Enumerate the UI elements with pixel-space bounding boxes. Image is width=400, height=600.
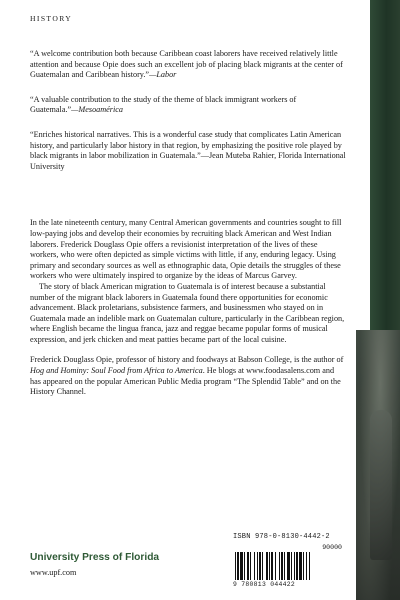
publisher-name: University Press of Florida — [30, 552, 160, 563]
publisher-website: www.upf.com — [30, 568, 77, 577]
price-code: 90000 — [322, 544, 342, 551]
bio-text: . He blogs at www.foodasalens.com and has appeared on the popular American Public Media program “The Splendid Table” and on the History Channel. — [30, 366, 341, 397]
bio-text: Frederick Douglass Opie, professor of history and foodways at Babson College, is the author of — [30, 355, 344, 365]
endorsement-mesoamerica — [30, 95, 346, 116]
endorsement-quote: “A valuable contribution to the study of the theme of black immigrant workers of Guatemala.” — [30, 94, 297, 115]
endorsement-source: —Mesoamérica — [71, 105, 123, 115]
barcode-digits: 9 780813 044422 — [233, 581, 296, 588]
text-column — [30, 14, 346, 398]
endorsement-source: —Labor — [149, 70, 177, 80]
endorsement-quote: “A welcome contribution both because Caribbean coast laborers have received relatively little attention and because Opie does such an excellent job of placing black migrants at the center of Guatemalan and Caribbean history.” — [30, 49, 343, 80]
description-paragraph: In the late nineteenth century, many Central American governments and countries sought to fill low-paying jobs and develop their economies by recruiting black American and West Indian laborers. Frederick Douglass Opie offers a revisionist interpretation of the lives of these workers, who were often depicted as simple victims with little, if any, enduring legacy. Using primary and secondary sources as well as ethnographic data, Opie details the struggles of these workers who were ultimately inspired to organize by the ideas of Marcus Garvey. — [30, 218, 342, 281]
endorsement-quote: “Enriches historical narratives. This is a wonderful case study that complicates Latin American history, and particularly labor history in that region, by emphasizing the positive role played by black migrants in labor mobilization in Guatemala.”—Jean Muteba Rahier, Florida International University — [30, 129, 346, 171]
endorsement-labor — [30, 49, 346, 81]
endorsement-rahier — [30, 130, 346, 172]
barcode — [231, 532, 345, 590]
category-label: HISTORY — [30, 14, 73, 23]
barcode-bars — [233, 552, 343, 580]
book-description — [30, 218, 346, 345]
isbn-label: ISBN 978-0-8130-4442-2 — [233, 533, 330, 541]
photo-figure — [370, 410, 392, 560]
description-paragraph: The story of black American migration to Guatemala is of interest because a substantial number of the migrant black laborers in Guatemala found there opportunities for economic advancement. Black proletarians, subsistence farmers, and businessmen who stayed on in Guatemala made an indelible mark on Guatemalan culture, particularly in the Caribbean region, where English became the lingua franca, jazz and reggae became popular forms of musical expression, and jerk chicken and meat patties became part of the local cuisine. — [30, 281, 345, 344]
bio-book-title: Hog and Hominy: Soul Food from Africa to America — [30, 366, 203, 376]
author-bio — [30, 355, 346, 397]
